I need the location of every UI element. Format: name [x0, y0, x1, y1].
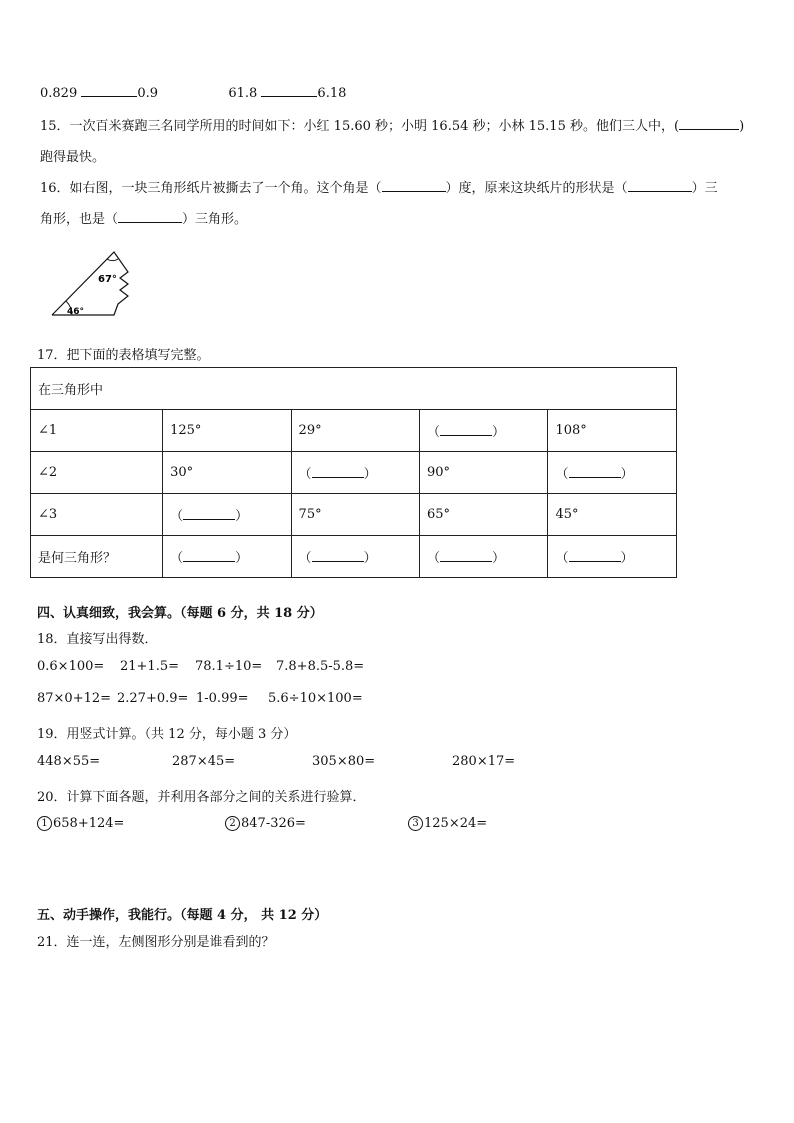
table-cell: 65°	[420, 494, 548, 536]
torn-triangle-figure	[48, 248, 138, 320]
q20-item	[37, 816, 124, 831]
table-cell-blank[interactable]: （ ）	[420, 410, 548, 452]
q18-item: 5.6÷10×100=	[268, 691, 363, 706]
table-cell: 45°	[548, 494, 677, 536]
table-cell: 75°	[291, 494, 419, 536]
table-row	[31, 410, 677, 452]
question-19-title: 19．用竖式计算。（共 12 分，每小题 3 分）	[37, 727, 297, 742]
table-cell-blank[interactable]: （ ）	[163, 536, 291, 578]
circled-number: 1	[37, 816, 52, 831]
compare-line	[40, 84, 346, 101]
q18-item: 78.1÷10=	[195, 659, 263, 674]
row-label: ∠1	[31, 410, 163, 452]
table-cell-blank[interactable]: （ ）	[291, 536, 419, 578]
triangle-angle-table	[30, 367, 677, 578]
q19-item: 448×55=	[37, 754, 101, 769]
question-16-text: ）三	[691, 181, 718, 196]
angle-46-label: 46°	[67, 307, 85, 317]
row-label: ∠2	[31, 452, 163, 494]
table-cell: 125°	[163, 410, 291, 452]
compare-a-right: 0.9	[137, 86, 159, 101]
row-label: 是何三角形？	[31, 536, 163, 578]
q19-item: 305×80=	[312, 754, 376, 769]
q20-expression: 658+124=	[53, 816, 125, 831]
table-cell: 29°	[291, 410, 419, 452]
table-row	[31, 452, 677, 494]
q19-item: 280×17=	[452, 754, 516, 769]
answer-blank[interactable]	[382, 179, 446, 192]
question-15-line1	[40, 115, 744, 134]
question-20-title: 20．计算下面各题，并利用各部分之间的关系进行验算．	[37, 790, 366, 805]
paren-close: )	[739, 119, 745, 134]
table-cell-blank[interactable]: （ ）	[548, 452, 677, 494]
table-cell-blank[interactable]: （ ）	[420, 536, 548, 578]
q20-expression: 125×24=	[424, 816, 488, 831]
q18-item: 1-0.99=	[196, 691, 249, 706]
answer-blank[interactable]	[81, 84, 137, 97]
answer-blank[interactable]	[261, 84, 317, 97]
table-cell: 30°	[163, 452, 291, 494]
question-16-text: 角形，也是（	[40, 212, 119, 227]
question-16-text: ）三角形。	[182, 212, 248, 227]
question-16-line2	[40, 208, 247, 227]
question-15-line2: 跑得最快。	[40, 150, 106, 165]
q18-item: 2.27+0.9=	[117, 691, 189, 706]
answer-blank[interactable]	[118, 210, 182, 223]
table-cell: 90°	[420, 452, 548, 494]
q20-item	[408, 816, 487, 831]
table-cell-blank[interactable]: （ ）	[163, 494, 291, 536]
q18-item: 7.8+8.5-5.8=	[276, 659, 365, 674]
question-17-title: 17．把下面的表格填写完整。	[37, 348, 210, 363]
compare-b-left: 61.8	[228, 86, 258, 101]
q18-item: 0.6×100=	[37, 659, 105, 674]
circled-number: 3	[408, 816, 423, 831]
section-5-heading: 五、动手操作，我能行。（每题 4 分， 共 12 分）	[37, 908, 328, 923]
row-label: ∠3	[31, 494, 163, 536]
question-21-title: 21．连一连，左侧图形分别是谁看到的？	[37, 935, 275, 950]
circled-number: 2	[225, 816, 240, 831]
q19-item: 287×45=	[172, 754, 236, 769]
table-cell-blank[interactable]: （ ）	[291, 452, 419, 494]
question-15-text: 15．一次百米赛跑三名同学所用的时间如下：小红 15.60 秒；小明 16.54 秒；小林 15.15 秒。他们三人中，(	[40, 119, 680, 134]
question-16-text: ）度，原来这块纸片的形状是（	[445, 181, 628, 196]
angle-67-label: 67°	[98, 274, 117, 285]
answer-blank[interactable]	[679, 117, 739, 130]
compare-a-left: 0.829	[40, 86, 78, 101]
table-row	[31, 536, 677, 578]
table-row	[31, 494, 677, 536]
table-cell: 108°	[548, 410, 677, 452]
compare-b-right: 6.18	[317, 86, 347, 101]
table-header: 在三角形中	[31, 368, 677, 410]
question-18-title: 18．直接写出得数．	[37, 632, 158, 647]
section-4-heading: 四、认真细致，我会算。（每题 6 分，共 18 分）	[37, 606, 323, 621]
q20-expression: 847-326=	[241, 816, 306, 831]
table-cell-blank[interactable]: （ ）	[548, 536, 677, 578]
q18-item: 87×0+12=	[37, 691, 112, 706]
q18-item: 21+1.5=	[120, 659, 180, 674]
q20-item	[225, 816, 306, 831]
question-16-line1	[40, 177, 718, 196]
question-16-text: 16．如右图，一块三角形纸片被撕去了一个角。这个角是（	[40, 181, 382, 196]
answer-blank[interactable]	[628, 179, 692, 192]
